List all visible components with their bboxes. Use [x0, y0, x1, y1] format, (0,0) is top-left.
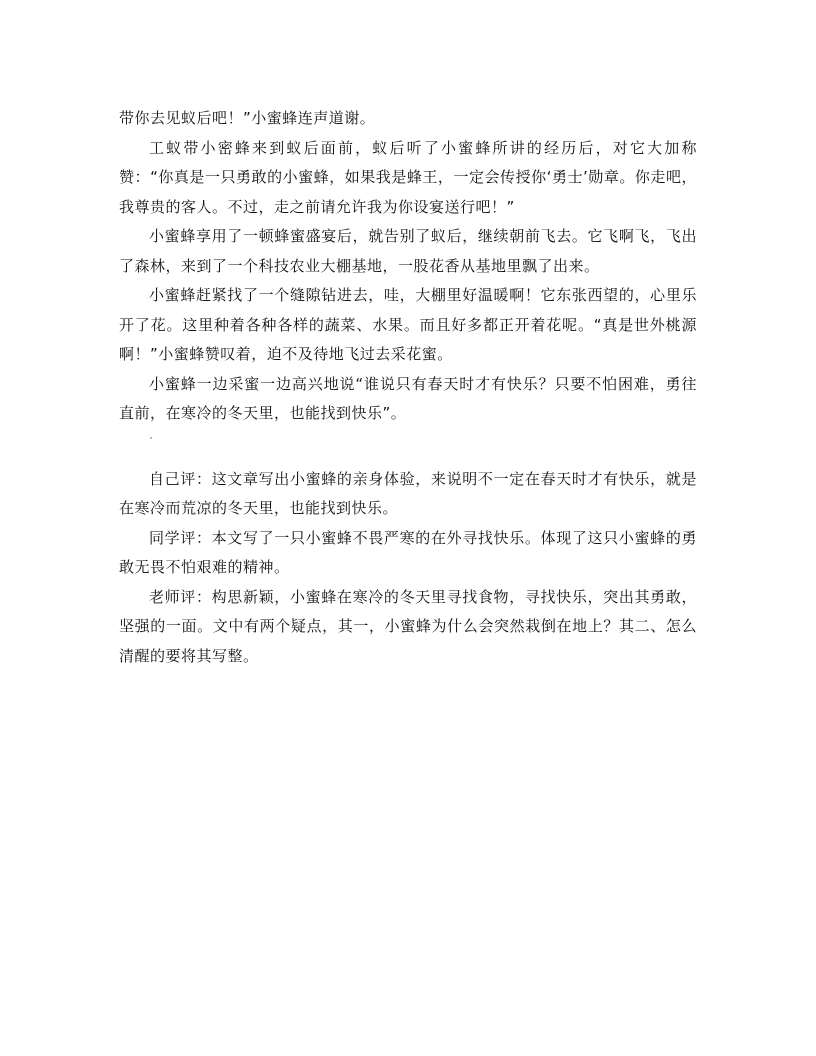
story-paragraph-4: 小蜜蜂赶紧找了一个缝隙钻进去，哇，大棚里好温暖啊！它东张西望的，心里乐开了花。这里种着各种各样的蔬菜、水果。而且好多都正开着花呢。“真是世外桃源啊！”小蜜蜂赞叹着，迫不及待地飞过去采花蜜。 [119, 286, 697, 363]
story-paragraph-3: 小蜜蜂享用了一顿蜂蜜盛宴后，就告别了蚁后，继续朝前飞去。它飞啊飞，飞出了森林，来到了一个科技农业大棚基地，一股花香从基地里飘了出来。 [119, 227, 697, 275]
story-paragraph-5: 小蜜蜂一边采蜜一边高兴地说“谁说只有春天时才有快乐？只要不怕困难，勇往直前，在寒冷的冬天里，也能找到快乐”。 [119, 374, 697, 422]
teacher-comment: 老师评：构思新颖，小蜜蜂在寒冷的冬天里寻找食物，寻找快乐，突出其勇敢，坚强的一面。文中有两个疑点，其一，小蜜蜂为什么会突然栽倒在地上？其二、怎么清醒的要将其写整。 [119, 587, 697, 665]
stray-dot-mark [150, 437, 152, 439]
story-paragraph-1: 带你去见蚁后吧！”小蜜蜂连声道谢。 [119, 109, 376, 127]
document-body [119, 104, 697, 671]
classmate-comment: 同学评：本文写了一只小蜜蜂不畏严寒的在外寻找快乐。体现了这只小蜜蜂的勇敢无畏不怕艰难的精神。 [119, 528, 697, 576]
story-paragraph-2: 工蚁带小密蜂来到蚁后面前，蚁后听了小蜜蜂所讲的经历后，对它大加称赞：“你真是一只勇敢的小蜜蜂，如果我是蜂王，一定会传授你‘勇士’勋章。你走吧，我尊贵的客人。不过，走之前请允许我为你设宴送行吧！” [119, 138, 697, 216]
section-gap [119, 429, 697, 465]
self-comment: 自己评：这文章写出小蜜蜂的亲身体验，来说明不一定在春天时才有快乐，就是在寒冷而荒凉的冬天里，也能找到快乐。 [119, 469, 697, 517]
